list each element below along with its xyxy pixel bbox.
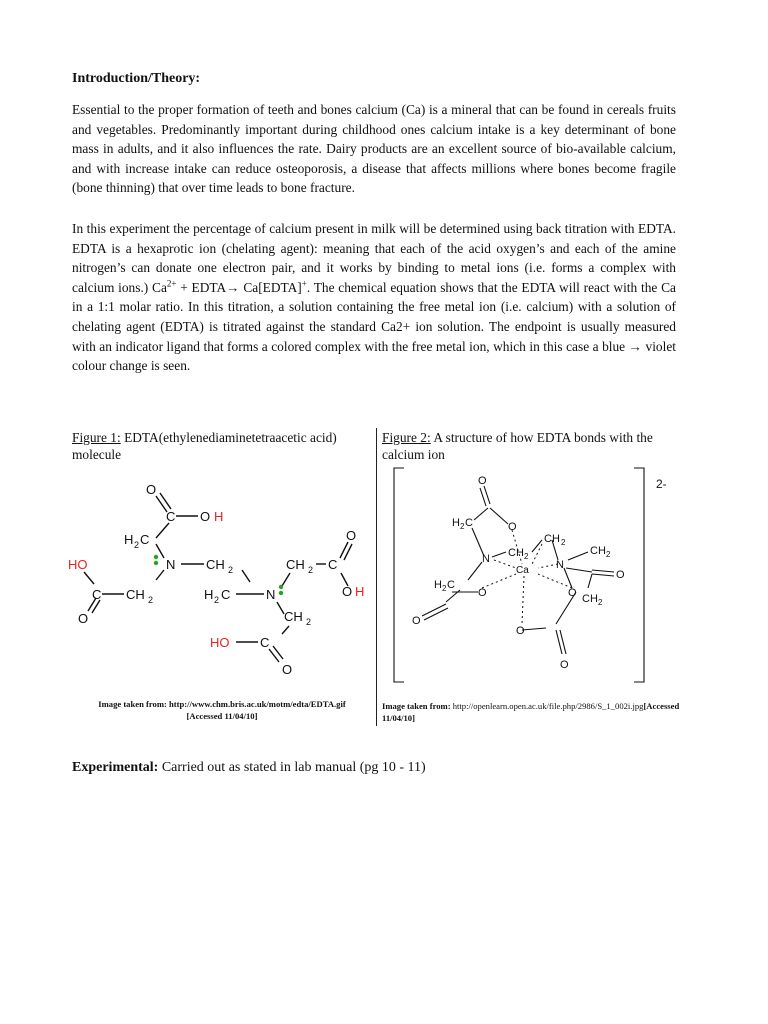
charge-superscript: 2+ — [166, 278, 177, 289]
figure-2-credit-label: Image taken from: — [382, 701, 451, 711]
atom-h-red: H — [355, 584, 365, 599]
atom-h: H — [124, 532, 134, 547]
intro-paragraph-2 — [72, 219, 676, 376]
para2-text-a: In this experiment the percentage of calcium present in milk will be determined using back titration with EDTA. EDTA is a hexaprotic ion (chelating agent): meaning that each of the acid oxygen’s and each of the amine nitrogen’s can donate one electron pair, and it works by binding to metal ions (i.e. forms a complex with calcium ions.) Ca — [72, 221, 676, 295]
atom-o: O — [412, 615, 421, 627]
atom-o: O — [282, 662, 293, 677]
subscript-2: 2 — [460, 522, 465, 531]
atom-o: O — [146, 482, 157, 497]
atom-ho-red: HO — [68, 557, 88, 572]
atom-h-red: H — [214, 509, 224, 524]
atom-h: H — [204, 587, 214, 602]
para2-text-c: . The chemical equation shows that the EDTA will react with the Ca in a 1:1 molar ratio. In this titration, a solution containing the free metal ion (i.e. calcium) with a solution of chelating agent (EDTA) is titrated against the standard Ca2+ ion solution. The endpoint is usually measured with an indicator ligand that forms a colored complex with the free metal ion, which in this case a blue → violet colour change is seen. — [72, 279, 676, 374]
figure-2-label: Figure 2: — [382, 430, 431, 445]
experimental-text: Carried out as stated in lab manual (pg 10 - 11) — [158, 760, 426, 775]
subscript-2: 2 — [442, 584, 447, 593]
figure-2-caption — [382, 429, 682, 463]
experimental-line — [72, 760, 426, 776]
atom-c: C — [221, 587, 231, 602]
subscript-2: 2 — [308, 565, 314, 575]
figure-1-caption — [72, 429, 342, 463]
figure-divider — [376, 428, 377, 726]
atom-o: O — [342, 584, 353, 599]
subscript-2: 2 — [598, 598, 603, 607]
atom-c: C — [328, 557, 338, 572]
subscript-2: 2 — [148, 595, 154, 605]
atom-o: O — [478, 587, 487, 599]
para2-text-b: + EDTA→ Ca[EDTA] — [176, 279, 302, 295]
atom-o: O — [560, 659, 569, 671]
atom-o: O — [78, 611, 89, 626]
atom-o: O — [508, 521, 517, 533]
subscript-2: 2 — [306, 617, 312, 627]
atom-ch: CH — [508, 547, 524, 559]
ca-edta-complex-diagram — [382, 464, 692, 686]
atom-ch: CH — [590, 545, 606, 557]
figure-2-credit — [382, 700, 682, 724]
atom-h: H — [452, 517, 460, 529]
subscript-2: 2 — [606, 550, 611, 559]
atom-n: N — [556, 559, 564, 571]
figure-2-credit-date: [Accessed 11/04/10] — [382, 701, 680, 723]
atom-ch: CH — [544, 533, 560, 545]
atom-n: N — [266, 587, 276, 602]
right-bracket — [634, 468, 644, 682]
atom-c: C — [260, 635, 270, 650]
subscript-2: 2 — [214, 595, 220, 605]
atom-ch: CH — [206, 557, 225, 572]
atom-o: O — [516, 625, 525, 637]
atom-c: C — [140, 532, 150, 547]
atom-ho-red: HO — [210, 635, 230, 650]
experimental-label: Experimental: — [72, 760, 159, 775]
atom-c: C — [166, 509, 176, 524]
atom-o: O — [200, 509, 211, 524]
intro-paragraph-1: Essential to the proper formation of teeth and bones calcium (Ca) is a mineral that can be found in cereals fruits and vegetables. Predominantly important during childhood ones calcium intake is a key determinant of bone mass in adults, and it also influences the rate. Dairy products are an excellent source of bio-available calcium, and with increase intake can reduce osteoporosis, a disease that affects millions where bones become fragile (bone thinning) that over time leads to bone fracture. — [72, 102, 676, 196]
atom-n: N — [166, 557, 176, 572]
left-bracket — [394, 468, 404, 682]
atom-ch: CH — [286, 557, 305, 572]
atom-ch: CH — [126, 587, 145, 602]
atom-n: N — [482, 553, 490, 565]
atom-o: O — [568, 587, 577, 599]
subscript-2: 2 — [561, 538, 566, 547]
complex-charge: 2- — [656, 477, 667, 491]
atom-ch: CH — [284, 609, 303, 624]
atom-c: C — [447, 579, 455, 591]
charge-superscript: + — [301, 278, 307, 289]
figure-1-credit-date: [Accessed 11/04/10] — [186, 711, 258, 721]
figure-1-credit — [72, 698, 372, 722]
figure-2-credit-url: http://openlearn.open.ac.uk/file.php/2986/S_1_002i.jpg — [450, 701, 644, 711]
figure-1-credit-source: Image taken from: http://www.chm.bris.ac.uk/motm/edta/EDTA.gif — [98, 699, 346, 709]
atom-ch: CH — [582, 593, 598, 605]
atom-c: C — [465, 517, 473, 529]
subscript-2: 2 — [524, 552, 529, 561]
atom-c: C — [92, 587, 102, 602]
subscript-2: 2 — [134, 540, 140, 550]
figure-2-caption-text: A structure of how EDTA bonds with the calcium ion — [382, 430, 653, 462]
atom-o: O — [616, 569, 625, 581]
edta-structure-diagram — [64, 478, 374, 678]
figure-1-caption-text: EDTA(ethylenediaminetetraacetic acid) molecule — [72, 430, 337, 462]
atom-o: O — [346, 528, 357, 543]
atom-o: O — [478, 475, 487, 487]
atom-h: H — [434, 579, 442, 591]
section-heading-intro: Introduction/Theory: — [72, 71, 201, 86]
atom-ca: Ca — [516, 565, 529, 576]
figure-1-label: Figure 1: — [72, 430, 121, 445]
subscript-2: 2 — [228, 565, 234, 575]
